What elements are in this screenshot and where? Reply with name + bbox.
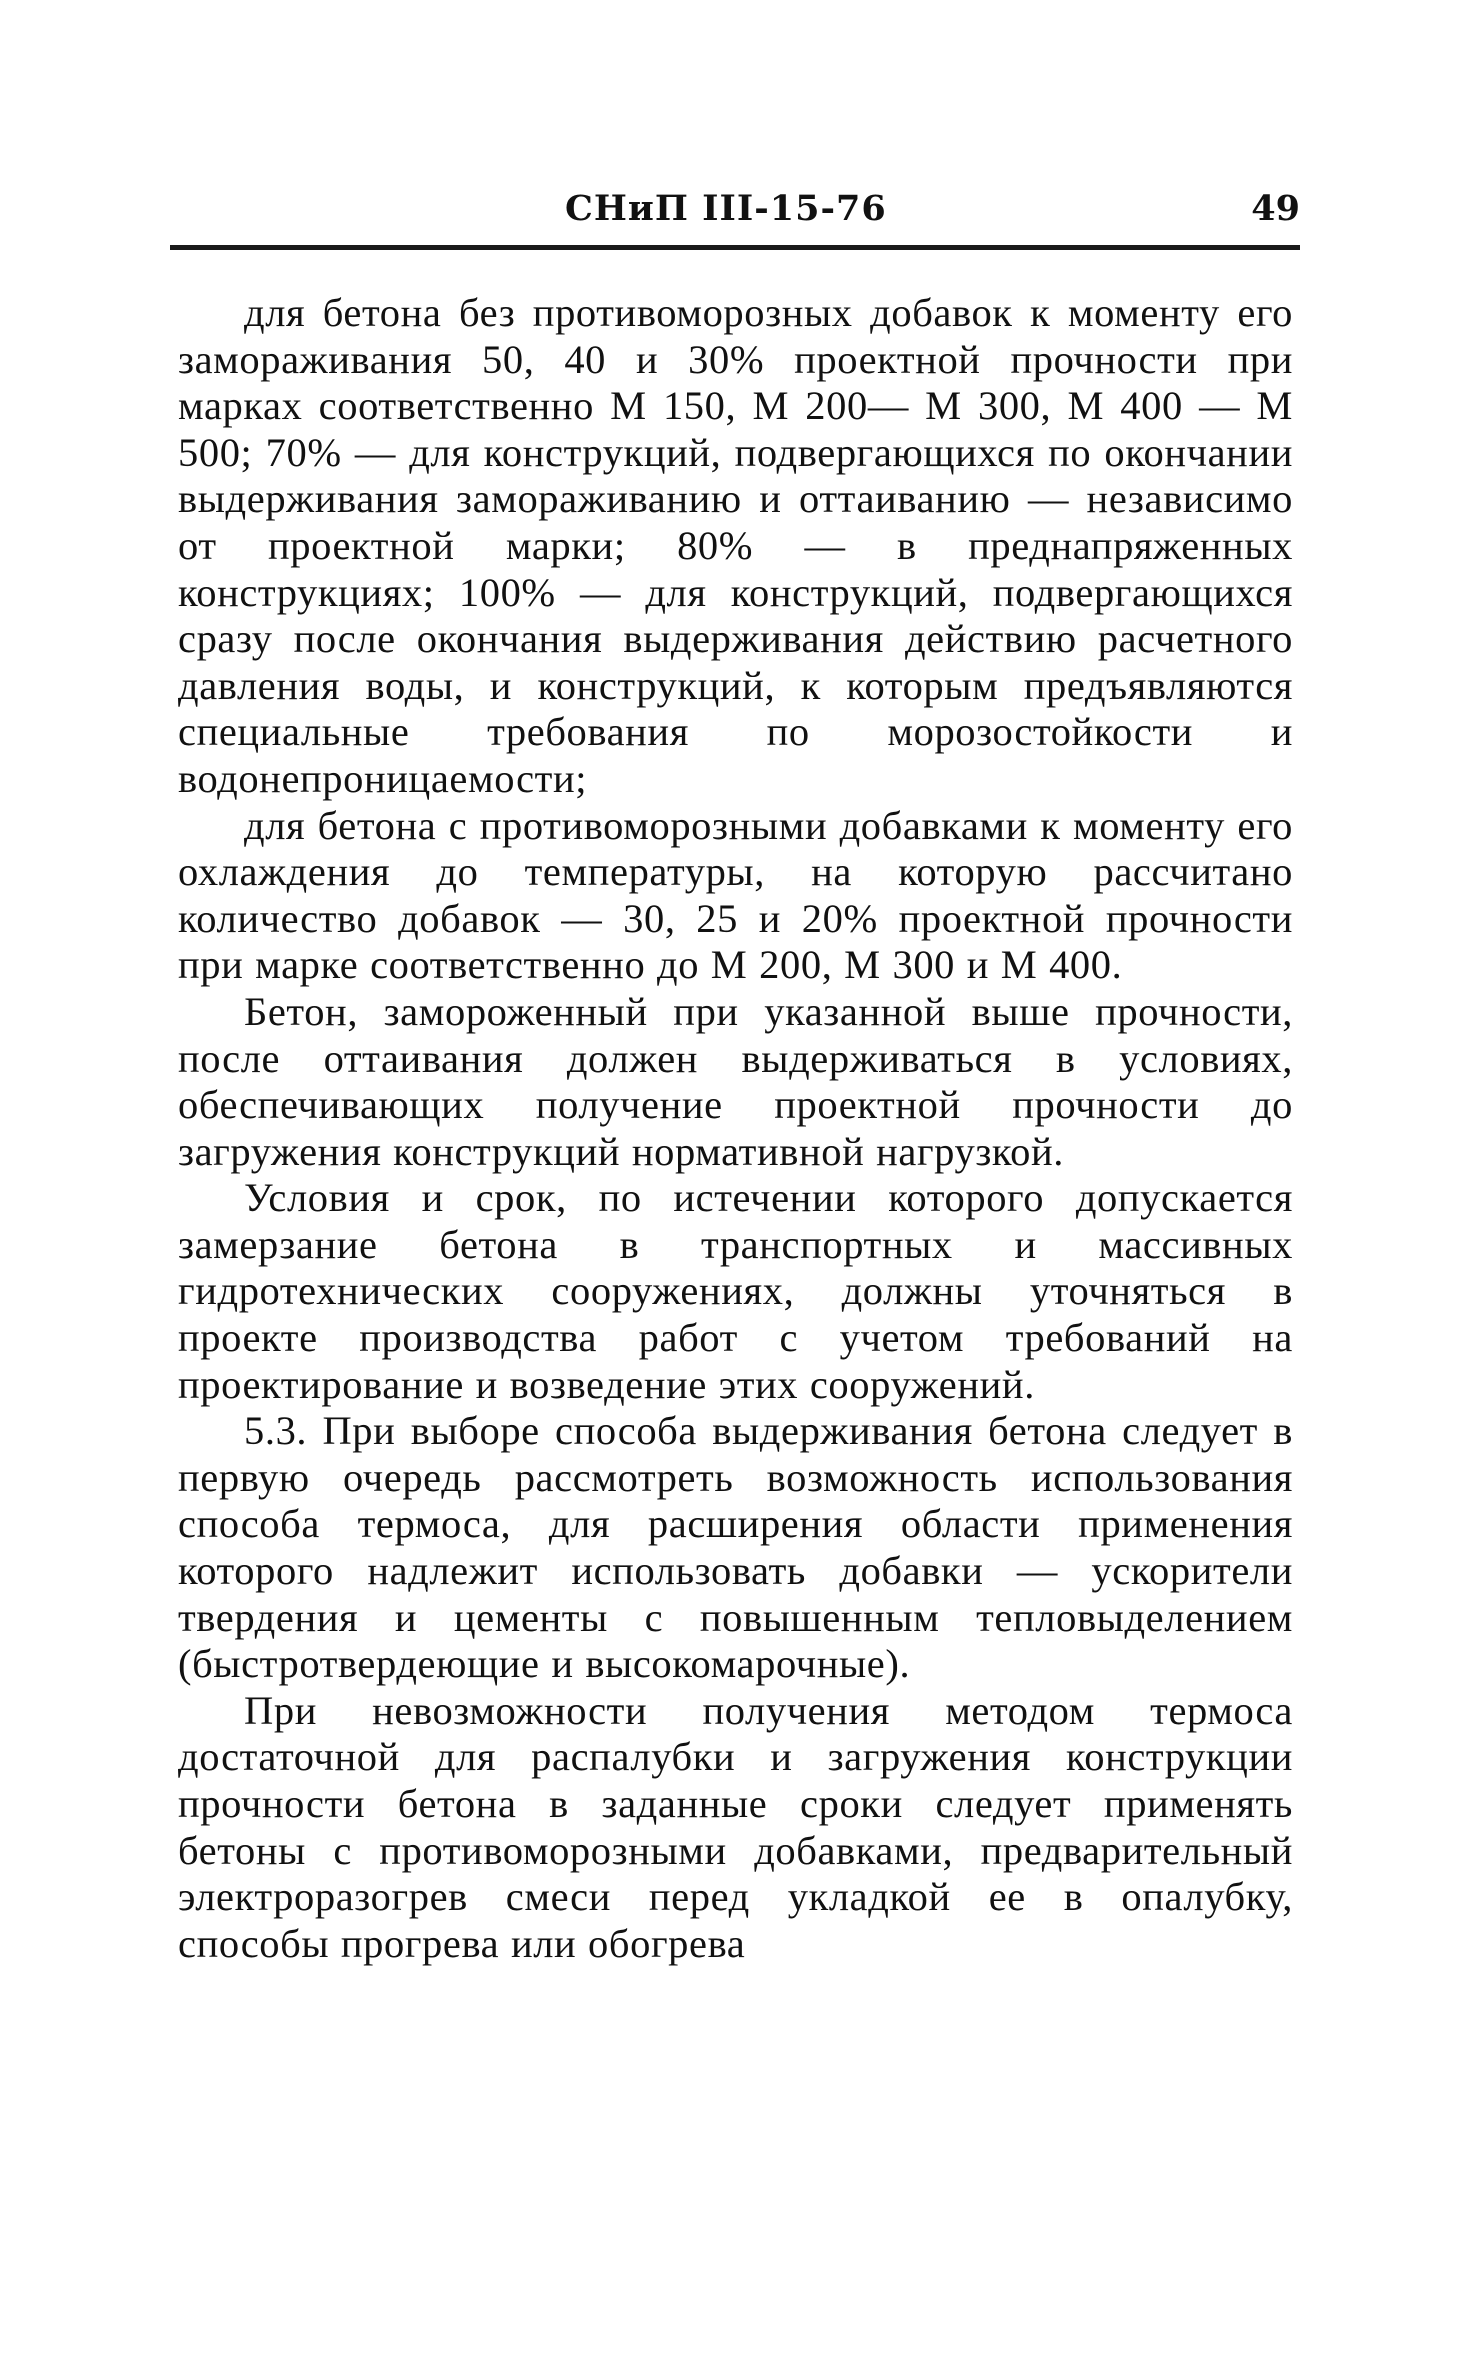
running-head: [170, 188, 1300, 248]
paragraph-concrete-without-additives: для бетона без противоморозных добавок к моменту его замораживания 50, 40 и 30% проектной прочности при марках соответственно М 150, М 200— М 300, М 400 — М 500; 70% — для конструкций, подвергающихся по окончании выдерживания замораживанию и оттаиванию — независимо от проектной марки; 80% — в преднапряженных конструкциях; 100% — для конструкций, подвергающихся сразу после окончания выдерживания действию расчетного давления воды, и конструкций, к которым предъявляются специальные требования по морозостойкости и водонепроницаемости;: [178, 290, 1293, 801]
paragraph-thermos-alternatives: При невозможности получения методом термоса достаточной для распалубки и загружения конструкции прочности бетона в заданные сроки следует применять бетоны с противоморозными добавками, предварительный электроразогрев смеси перед укладкой ее в опалубку, способы прогрева или обогрева: [178, 1687, 1293, 1966]
paragraph-freezing-conditions: Условия и срок, по истечении которого допускается замерзание бетона в транспортных и массивных гидротехнических сооружениях, должны уточняться в проекте производства работ с учетом требований на проектирование и возведение этих сооружений.: [178, 1175, 1293, 1407]
paragraph-frozen-concrete: Бетон, замороженный при указанной выше прочности, после оттаивания должен выдерживаться в условиях, обеспечивающих получение проектной прочности до загружения конструкций нормативной нагрузкой.: [178, 988, 1293, 1174]
page-number: 49: [1251, 188, 1300, 229]
header-rule: [170, 245, 1300, 250]
paragraph-concrete-with-additives: для бетона с противоморозными добавками к моменту его охлаждения до температуры, на которую рассчитано количество добавок — 30, 25 и 20% проектной прочности при марке соответственно до М 200, М 300 и М 400.: [178, 802, 1293, 988]
paragraph-section-5-3: 5.3. При выборе способа выдерживания бетона следует в первую очередь рассмотреть возможность использования способа термоса, для расширения области применения которого надлежит использовать добавки — ускорители твердения и цементы с повышенным тепловыделением (быстротвердеющие и высокомарочные).: [178, 1408, 1293, 1687]
document-code-title: СНиП III-15-76: [565, 188, 887, 229]
text-body: [178, 290, 1293, 1967]
